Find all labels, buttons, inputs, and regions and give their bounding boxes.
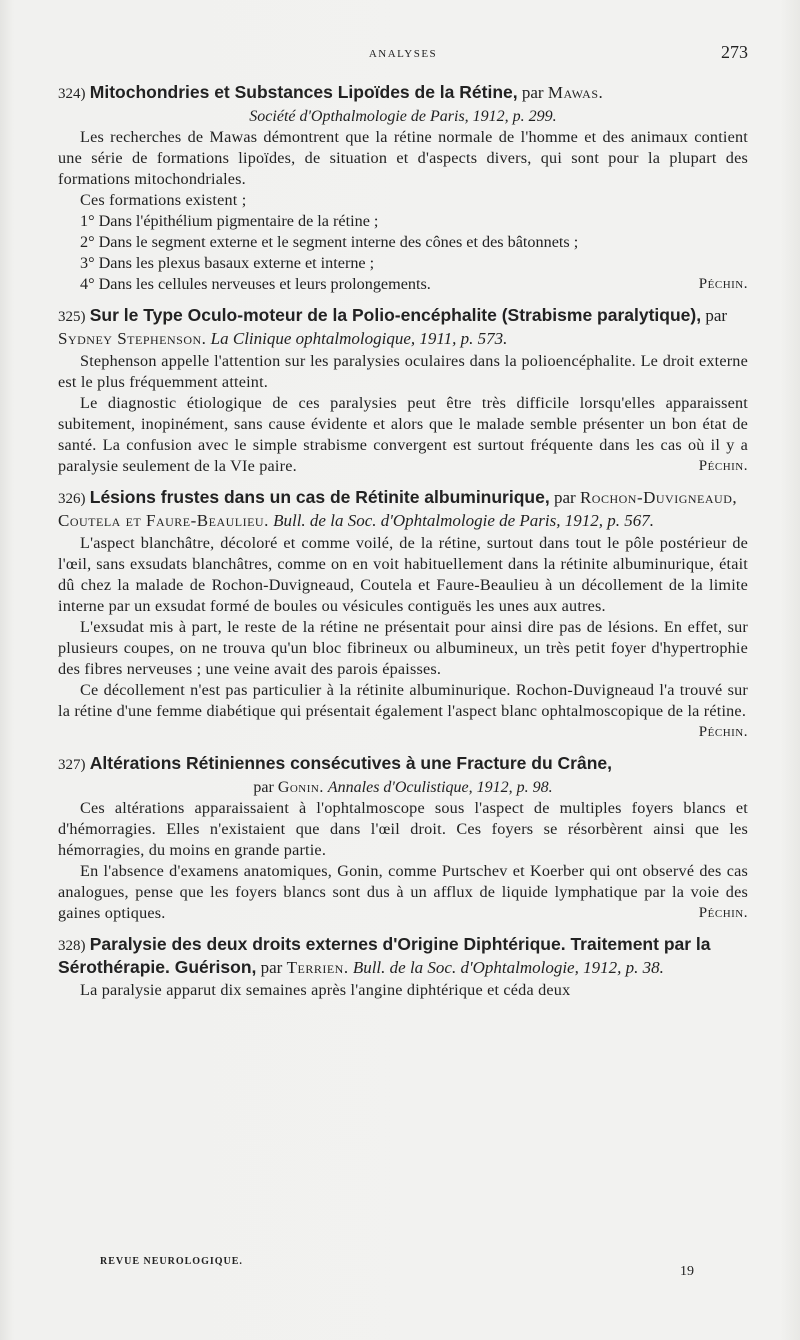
article-number: 324): [58, 86, 86, 102]
article-authors: Terrien.: [286, 958, 349, 977]
by-word: par: [521, 83, 544, 102]
article-authors: Mawas.: [547, 83, 604, 102]
article-328: [58, 934, 748, 1001]
list-item: 1° Dans l'épithélium pigmentaire de la rétine ;: [80, 212, 379, 230]
article-reference: La Clinique ophtalmologique, 1911, p. 573.: [210, 329, 508, 348]
by-word: par: [253, 779, 274, 796]
by-word: par: [553, 488, 576, 507]
article-326: [58, 487, 748, 743]
signature: Péchin.: [698, 276, 748, 292]
article-reference: Bull. de la Soc. d'Ophtalmologie de Paris, 1912, p. 567.: [273, 511, 654, 530]
article-reference: Annales d'Oculistique, 1912, p. 98.: [327, 779, 553, 796]
footer-signature-mark: 19: [680, 1264, 694, 1279]
by-word: par: [705, 306, 728, 325]
article-reference: Bull. de la Soc. d'Ophtalmologie, 1912, p. 38.: [352, 958, 664, 977]
signature: Péchin.: [698, 458, 748, 474]
list-item: 3° Dans les plexus basaux externe et interne ;: [80, 254, 375, 272]
article-title: Sur le Type Oculo-moteur de la Polio-encéphalite (Strabisme paralytique),: [89, 305, 702, 325]
paragraph: L'aspect blanchâtre, décoloré et comme voilé, de la rétine, surtout dans tout le pôle postérieur de l'œil, sans exsudats blanchâtres, comme on en voit habituellement dans la rétinite albuminurique, était dû chez la malade de Rochon-Duvigneaud, Coutela et Faure-Beaulieu à un décollement de la limite interne par un exsudat formé de boules ou vésicules contiguës les unes aux autres.: [58, 534, 748, 615]
paragraph: Les recherches de Mawas démontrent que la rétine normale de l'homme et des animaux contient une série de formations lipoïdes, de situation et d'aspects divers, qui sont pour la plupart des formations mitochondriales.: [58, 128, 748, 188]
paragraph: [58, 393, 748, 477]
article-number: 328): [58, 938, 86, 954]
signature: Péchin.: [698, 905, 748, 921]
article-number: 326): [58, 491, 86, 507]
by-word: par: [260, 958, 283, 977]
article-byline: [58, 778, 748, 798]
running-head: [58, 38, 748, 74]
article-heading: [58, 82, 748, 105]
article-325: [58, 305, 748, 477]
list-item-text: 4° Dans les cellules nerveuses et leurs prolongements.: [80, 275, 431, 293]
paragraph: Ces altérations apparaissaient à l'ophtalmoscope sous l'aspect de multiples foyers blancs et d'hémorragies. Elles n'existaient que dans l'œil droit. Ces foyers se résorbèrent ainsi que les hémorragies, du moins en grande partie.: [58, 799, 748, 859]
article-title: Mitochondries et Substances Lipoïdes de la Rétine,: [89, 82, 518, 102]
article-heading: [58, 934, 748, 978]
article-authors: Gonin.: [277, 779, 324, 796]
article-heading: [58, 487, 748, 531]
paragraph-text: En l'absence d'examens anatomiques, Gonin, comme Purtschev et Koerber qui ont observé des cas analogues, pense que les foyers blancs sont dus à un afflux de liquide lymphatique par la voie des gaines optiques.: [58, 862, 748, 922]
paragraph: Stephenson appelle l'attention sur les paralysies oculaires dans la polioencéphalite. Le droit externe est le plus fréquemment atteint.: [58, 352, 748, 391]
article-324: [58, 82, 748, 295]
paragraph: [58, 861, 748, 924]
footer-journal: REVUE NEUROLOGIQUE.: [100, 1256, 243, 1267]
signature: Péchin.: [698, 724, 748, 740]
paragraph: [58, 680, 748, 743]
paragraph: La paralysie apparut dix semaines après l'angine diphtérique et céda deux: [80, 981, 571, 999]
article-title: Lésions frustes dans un cas de Rétinite albuminurique,: [89, 487, 550, 507]
article-title: Paralysie des deux droits externes d'Origine Diphtérique. Traitement par la Sérothérapie. Guérison,: [58, 934, 711, 977]
article-authors: Rochon-Duvigneaud, Coutela et Faure-Beaulieu.: [58, 488, 738, 530]
article-heading: [58, 305, 748, 349]
article-authors: Sydney Stephenson.: [58, 329, 207, 348]
paragraph-text: Le diagnostic étiologique de ces paralysies peut être très difficile lorsqu'elles apparaissent subitement, inopinément, sans cause évidente et alors que le malade semble présenter un bon état de santé. La confusion avec le simple strabisme convergent est surtout fréquente dans les cas où il y a paralysie seulement de la VIe paire.: [58, 394, 748, 475]
article-327: [58, 753, 748, 924]
paragraph: L'exsudat mis à part, le reste de la rétine ne présentait pour ainsi dire pas de lésions. En effet, sur plusieurs coupes, on ne trouva qu'un bloc fibrineux ou albumineux, un très petit foyer d'hypertrophie des fibres nerveuses ; une veine avait des parois épaisses.: [58, 618, 748, 678]
article-heading: [58, 753, 748, 776]
paragraph-text: Ce décollement n'est pas particulier à la rétinite albuminurique. Rochon-Duvigneaud l'a trouvé sur la rétine d'une femme diabétique qui présentait également l'aspect blanc ophtalmoscopique de la rétine.: [58, 681, 748, 720]
article-title: Altérations Rétiniennes consécutives à une Fracture du Crâne,: [89, 753, 612, 773]
running-title: ANALYSES: [368, 48, 438, 60]
article-number: 325): [58, 309, 86, 325]
list-item: [58, 274, 748, 295]
article-reference: Société d'Opthalmologie de Paris, 1912, p. 299.: [249, 108, 557, 125]
paragraph: Ces formations existent ;: [80, 191, 247, 209]
page-number: 273: [721, 42, 748, 62]
article-number: 327): [58, 757, 86, 773]
list-item: 2° Dans le segment externe et le segment interne des cônes et des bâtonnets ;: [80, 233, 579, 251]
